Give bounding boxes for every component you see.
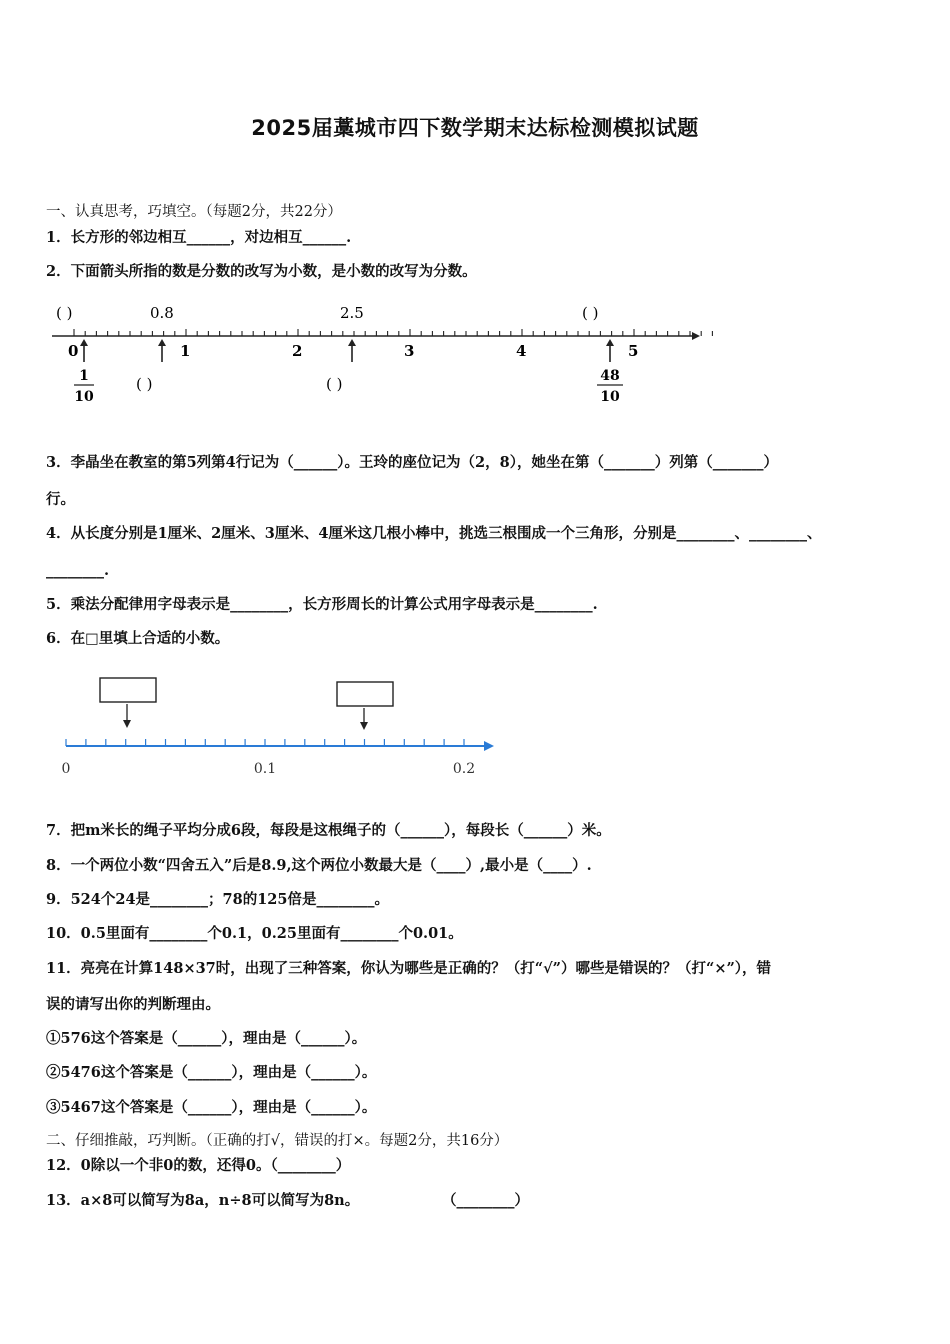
axis-ticks xyxy=(74,329,712,336)
question-10: 10．0.5里面有________个0.1，0.25里面有________个0.01。 xyxy=(46,925,463,942)
fraction-2-numerator: 48 xyxy=(600,368,620,384)
question-5: 5．乘法分配律用字母表示是________，长方形周长的计算公式用字母表示是________. xyxy=(46,596,598,613)
axis-label-2: 2 xyxy=(292,342,303,360)
box-2-arrowhead-icon xyxy=(360,722,368,730)
question-9: 9．524个24是________；78的125倍是________。 xyxy=(46,891,389,908)
axis2-label-0-1: 0.1 xyxy=(253,761,277,777)
axis-ticks-2 xyxy=(66,739,464,746)
answer-blank-b: ( ) xyxy=(136,375,153,393)
question-11-item-2: ②5476这个答案是（______），理由是（______）。 xyxy=(46,1064,377,1081)
answer-box-2 xyxy=(337,682,393,706)
answer-box-1 xyxy=(100,678,156,702)
page-title: 2025届藁城市四下数学期末达标检测模拟试题 xyxy=(251,116,699,140)
answer-blank-c: ( ) xyxy=(326,375,343,393)
section-2-heading: 二、仔细推敲，巧判断。（正确的打√，错误的打×。每题2分，共16分） xyxy=(46,1133,509,1149)
box-1-arrowhead-icon xyxy=(123,720,131,728)
axis-label-3: 3 xyxy=(404,342,415,360)
question-11-line-2: 误的请写出你的判断理由。 xyxy=(46,996,220,1013)
question-8: 8．一个两位小数“四舍五入”后是8.9,这个两位小数最大是（____）,最小是（____）. xyxy=(46,857,592,874)
question-11-item-1: ①576这个答案是（______），理由是（______）。 xyxy=(46,1030,367,1047)
section-1-heading: 一、认真思考，巧填空。（每题2分，共22分） xyxy=(46,204,342,220)
fraction-1-numerator: 1 xyxy=(79,368,89,384)
axis-arrow-icon xyxy=(692,332,700,340)
top-label-blank-a: ( ) xyxy=(56,304,73,322)
top-label-2-5: 2.5 xyxy=(340,304,364,322)
question-11-line-1: 11．亮亮在计算148×37时，出现了三种答案，你认为哪些是正确的？（打“√”）哪些是错误的？（打“×”），错 xyxy=(46,960,772,977)
question-13 xyxy=(46,1191,916,1211)
fraction-2-denominator: 10 xyxy=(600,389,620,405)
question-2: 2．下面箭头所指的数是分数的改写为小数，是小数的改写为分数。 xyxy=(46,263,477,280)
question-3-line-2: 行。 xyxy=(46,491,75,508)
axis2-label-0: 0 xyxy=(61,761,71,777)
arrow-b xyxy=(158,339,166,362)
question-13-text: 13．a×8可以简写为8a，n÷8可以简写为8n。 xyxy=(46,1192,360,1209)
question-1: 1．长方形的邻边相互______，对边相互______. xyxy=(46,229,352,246)
arrow-d xyxy=(606,339,614,362)
number-line-figure-1 xyxy=(44,296,714,411)
top-label-0-8: 0.8 xyxy=(150,304,174,322)
question-12: 12．0除以一个非0的数，还得0。（________） xyxy=(46,1157,351,1174)
fraction-1-denominator: 10 xyxy=(74,389,94,405)
axis-label-4: 4 xyxy=(516,342,527,360)
question-6: 6．在□里填上合适的小数。 xyxy=(46,630,230,647)
axis-label-5: 5 xyxy=(628,342,639,360)
arrow-c xyxy=(348,339,356,362)
question-4-line-2: ________. xyxy=(46,562,110,579)
arrow-a xyxy=(80,339,88,362)
question-4-line-1: 4．从长度分别是1厘米、2厘米、3厘米、4厘米这几根小棒中，挑选三根围成一个三角形，分别是________、________、 xyxy=(46,525,822,542)
axis-arrow-2-icon xyxy=(484,741,494,751)
question-7: 7．把m米长的绳子平均分成6段，每段是这根绳子的（______），每段长（______）米。 xyxy=(46,822,611,839)
top-label-blank-d: ( ) xyxy=(582,304,599,322)
question-13-blank: （________） xyxy=(442,1192,529,1209)
number-line-figure-2 xyxy=(58,672,498,782)
axis-label-1: 1 xyxy=(180,342,191,360)
axis2-label-0-2: 0.2 xyxy=(452,761,476,777)
question-3-line-1: 3．李晶坐在教室的第5列第4行记为（______）。王玲的座位记为（2，8），她坐在第（_______）列第（_______） xyxy=(46,454,778,471)
question-11-item-3: ③5467这个答案是（______），理由是（______）。 xyxy=(46,1099,377,1116)
axis-label-0: 0 xyxy=(68,342,79,360)
